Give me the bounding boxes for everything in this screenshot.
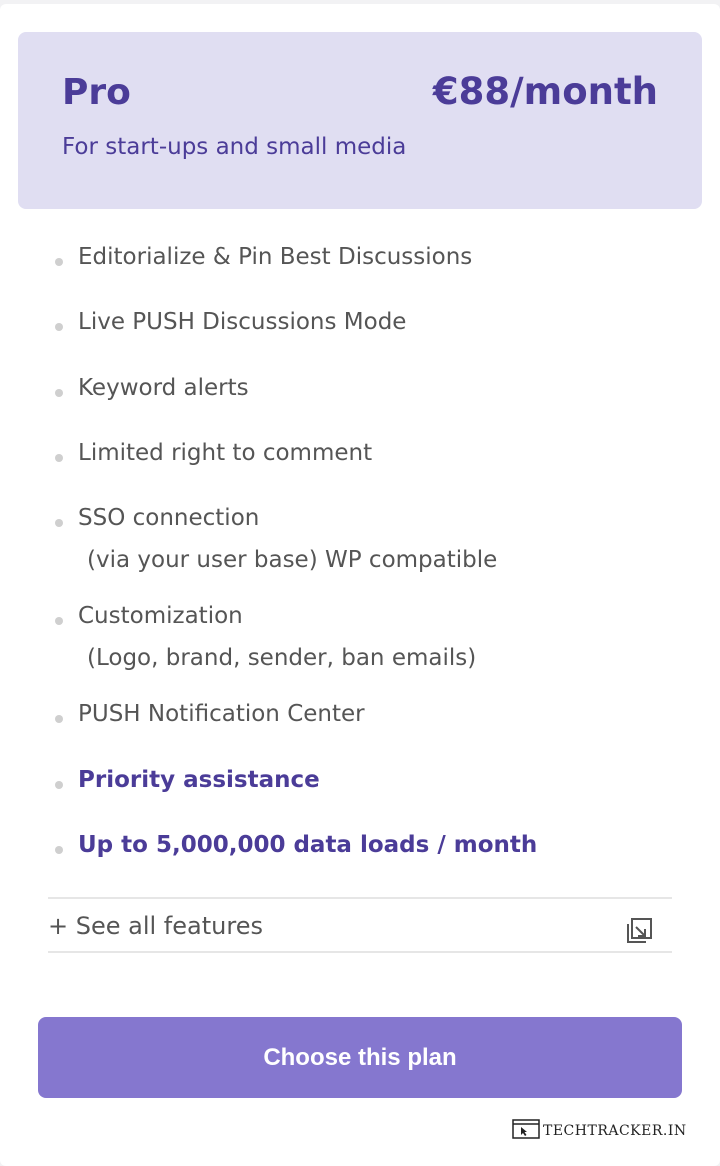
bullet-icon (55, 258, 63, 266)
plan-description: For start-ups and small media (62, 134, 407, 160)
bullet-icon (55, 519, 63, 527)
divider (48, 897, 672, 899)
feature-sublabel: (Logo, brand, sender, ban emails) (87, 645, 477, 671)
feature-label: Editorialize & Pin Best Discussions (78, 244, 473, 270)
feature-sublabel: (via your user base) WP compatible (87, 547, 498, 573)
bullet-icon (55, 617, 63, 625)
divider (48, 951, 672, 953)
bullet-icon (55, 846, 63, 854)
feature-label: Up to 5,000,000 data loads / month (78, 832, 538, 858)
open-gallery-icon[interactable] (625, 917, 653, 945)
feature-label: Limited right to comment (78, 440, 373, 466)
cursor-window-icon (512, 1119, 540, 1143)
choose-plan-button[interactable]: Choose this plan (38, 1017, 682, 1098)
watermark-text: TECHTRACKER.IN (543, 1123, 687, 1139)
see-all-features-link[interactable]: + See all features (48, 912, 263, 940)
bullet-icon (55, 454, 63, 462)
bullet-icon (55, 781, 63, 789)
plan-name: Pro (62, 72, 131, 113)
feature-label: Customization (78, 603, 243, 629)
bullet-icon (55, 715, 63, 723)
feature-label: PUSH Notification Center (78, 701, 365, 727)
plan-header (18, 32, 702, 209)
plan-price: €88/month (432, 70, 658, 113)
feature-label: Keyword alerts (78, 375, 249, 401)
watermark (512, 1119, 687, 1143)
feature-label: Priority assistance (78, 767, 320, 793)
feature-label: Live PUSH Discussions Mode (78, 309, 407, 335)
bullet-icon (55, 389, 63, 397)
feature-label: SSO connection (78, 505, 260, 531)
bullet-icon (55, 323, 63, 331)
pricing-card (0, 4, 720, 1166)
